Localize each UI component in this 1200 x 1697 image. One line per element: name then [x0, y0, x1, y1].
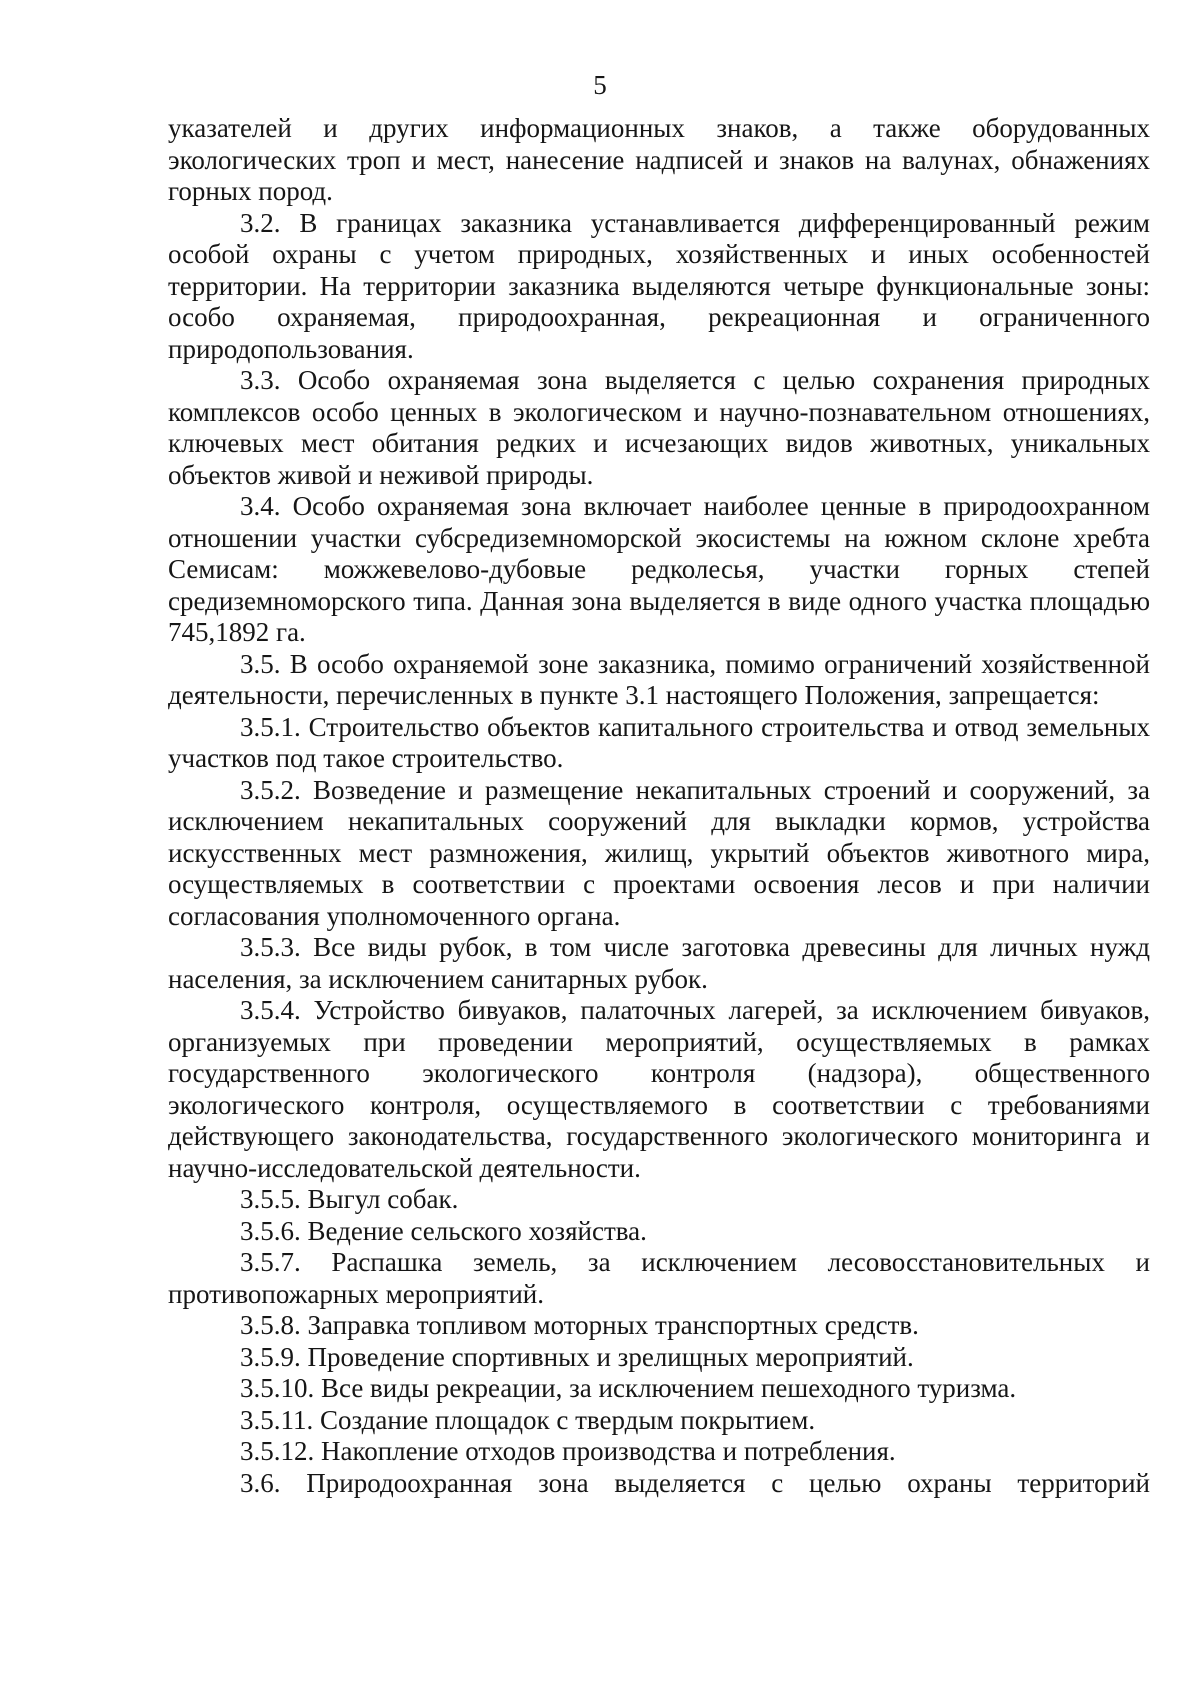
paragraph-3-5-5: 3.5.5. Выгул собак. [240, 1184, 459, 1214]
paragraph-3-5-6: 3.5.6. Ведение сельского хозяйства. [240, 1215, 647, 1246]
paragraph-3-5-8: 3.5.8. Заправка топливом моторных транспортных средств. [240, 1310, 919, 1340]
paragraph-3-5-7: 3.5.7. Распашка земель, за исключением лесовосстановительных и противопожарных мероприятий. [168, 1247, 1150, 1309]
paragraph-3-5-12: 3.5.12. Накопление отходов производства и потребления. [240, 1436, 896, 1466]
paragraph-3-5-1: 3.5.1. Строительство объектов капитального строительства и отвод земельных участков под такое строительство. [168, 711, 1150, 773]
paragraph-3-6: 3.6. Природоохранная зона выделяется с целью охраны территорий [240, 1467, 1150, 1498]
paragraph-3-2: 3.2. В границах заказника устанавливается дифференцированный режим особой охраны с учетом природных, хозяйственных и иных особенностей территории. На территории заказника выделяются четыре функциональные зоны: особо охраняемая, природоохранная, рекреационная и ограниченного природопользования. [168, 207, 1150, 364]
paragraph-3-5-11: 3.5.11. Создание площадок с твердым покрытием. [240, 1404, 816, 1435]
paragraph-3-3: 3.3. Особо охраняемая зона выделяется с целью сохранения природных комплексов особо ценных в экологическом и научно-познавательном отношениях, ключевых мест обитания редких и исчезающих видов животных, уникальных объектов живой и неживой природы. [168, 365, 1150, 490]
paragraph-3-5-10: 3.5.10. Все виды рекреации, за исключением пешеходного туризма. [240, 1373, 1017, 1403]
page-number: 5 [593, 70, 607, 100]
document-body [168, 113, 1150, 1499]
paragraph-continuation: указателей и других информационных знаков, а также оборудованных экологических троп и мест, нанесение надписей и знаков на валунах, обнажениях горных пород. [168, 113, 1150, 206]
paragraph-3-5-2: 3.5.2. Возведение и размещение некапитальных строений и сооружений, за исключением некапитальных сооружений для выкладки кормов, устройства искусственных мест размножения, жилищ, укрытий объектов животного мира, осуществляемых в соответствии с проектами освоения лесов и при наличии согласования уполномоченного органа. [168, 774, 1150, 931]
paragraph-3-5: 3.5. В особо охраняемой зоне заказника, помимо ограничений хозяйственной деятельности, перечисленных в пункте 3.1 настоящего Положения, запрещается: [168, 648, 1150, 710]
paragraph-3-5-3: 3.5.3. Все виды рубок, в том числе заготовка древесины для личных нужд населения, за исключением санитарных рубок. [168, 932, 1150, 994]
paragraph-3-5-4: 3.5.4. Устройство бивуаков, палаточных лагерей, за исключением бивуаков, организуемых при проведении мероприятий, осуществляемых в рамках государственного экологического контроля (надзора), общественного экологического контроля, осуществляемого в соответствии с требованиями действующего законодательства, государственного экологического мониторинга и научно-исследовательской деятельности. [168, 995, 1150, 1183]
paragraph-3-5-9: 3.5.9. Проведение спортивных и зрелищных мероприятий. [240, 1341, 914, 1372]
paragraph-3-4: 3.4. Особо охраняемая зона включает наиболее ценные в природоохранном отношении участки субсредиземноморской экосистемы на южном склоне хребта Семисам: можжевелово-дубовые редколесья, участки горных степей средиземноморского типа. Данная зона выделяется в виде одного участка площадью 745,1892 га. [168, 491, 1150, 647]
